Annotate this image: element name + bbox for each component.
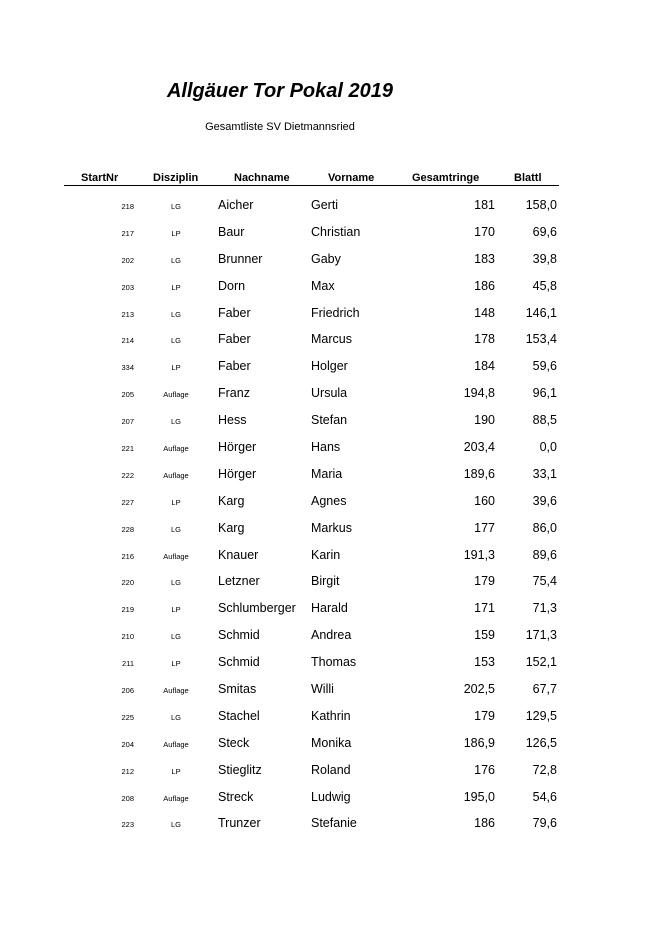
page-subtitle: Gesamtliste SV Dietmannsried xyxy=(205,121,355,133)
cell-startnr: 203 xyxy=(121,282,134,292)
table-row xyxy=(0,353,656,380)
cell-gesamtringe: 178 xyxy=(474,332,495,347)
cell-vorname: Agnes xyxy=(311,493,347,508)
header-gesamtringe: Gesamtringe xyxy=(412,172,480,184)
cell-nachname: Aicher xyxy=(218,198,254,212)
cell-nachname: Streck xyxy=(218,789,254,804)
cell-vorname: Hans xyxy=(311,440,341,455)
table-row xyxy=(0,703,656,730)
table-row xyxy=(0,730,656,757)
table-row xyxy=(0,595,656,622)
cell-vorname: Birgit xyxy=(311,574,340,589)
cell-gesamtringe: 159 xyxy=(474,628,495,643)
table-row xyxy=(0,542,656,569)
cell-nachname: Hess xyxy=(218,413,247,428)
cell-vorname: Markus xyxy=(311,520,352,535)
cell-blattl: 86,0 xyxy=(532,520,557,535)
cell-nachname: Stieglitz xyxy=(218,762,262,777)
cell-blattl: 69,6 xyxy=(532,224,557,239)
cell-startnr: 207 xyxy=(121,417,134,427)
table-row xyxy=(0,434,656,461)
cell-startnr: 218 xyxy=(121,202,134,211)
cell-startnr: 204 xyxy=(121,739,134,749)
cell-blattl: 39,6 xyxy=(532,493,557,508)
cell-startnr: 217 xyxy=(121,228,134,238)
cell-blattl: 129,5 xyxy=(525,708,557,723)
cell-gesamtringe: 195,0 xyxy=(463,789,495,804)
cell-vorname: Stefan xyxy=(311,413,348,428)
cell-startnr: 219 xyxy=(121,605,134,615)
cell-blattl: 67,7 xyxy=(532,682,557,697)
cell-blattl: 59,6 xyxy=(532,359,557,374)
cell-blattl: 171,3 xyxy=(525,628,557,643)
cell-nachname: Faber xyxy=(218,359,251,374)
cell-vorname: Max xyxy=(311,278,335,293)
table-header xyxy=(64,172,559,186)
cell-vorname: Gerti xyxy=(311,198,339,212)
cell-nachname: Karg xyxy=(218,493,245,508)
cell-disziplin: LP xyxy=(171,766,181,776)
cell-nachname: Hörger xyxy=(218,466,257,481)
cell-blattl: 54,6 xyxy=(532,789,557,804)
cell-vorname: Harald xyxy=(311,601,348,616)
cell-startnr: 221 xyxy=(121,444,134,454)
table-row xyxy=(0,622,656,649)
cell-startnr: 213 xyxy=(121,309,134,319)
cell-gesamtringe: 181 xyxy=(474,198,495,212)
cell-vorname: Holger xyxy=(311,359,348,374)
cell-nachname: Faber xyxy=(218,305,251,320)
table-row xyxy=(0,219,656,246)
table-row xyxy=(0,757,656,784)
header-disziplin: Disziplin xyxy=(153,172,199,184)
cell-gesamtringe: 203,4 xyxy=(463,440,495,455)
cell-startnr: 220 xyxy=(121,578,134,588)
cell-nachname: Schmid xyxy=(218,655,260,670)
cell-blattl: 72,8 xyxy=(532,762,557,777)
cell-gesamtringe: 184 xyxy=(474,359,495,374)
cell-vorname: Ursula xyxy=(311,386,348,401)
cell-gesamtringe: 170 xyxy=(474,224,495,239)
header-startnr: StartNr xyxy=(81,172,119,184)
cell-nachname: Knauer xyxy=(218,547,259,562)
cell-blattl: 146,1 xyxy=(525,305,557,320)
cell-blattl: 158,0 xyxy=(525,198,557,212)
cell-disziplin: LP xyxy=(171,497,181,507)
cell-disziplin: Auflage xyxy=(163,390,189,400)
cell-disziplin: Auflage xyxy=(163,739,189,749)
cell-vorname: Monika xyxy=(311,735,352,750)
cell-blattl: 45,8 xyxy=(532,278,557,293)
cell-startnr: 225 xyxy=(121,712,134,722)
table-body xyxy=(0,192,656,837)
cell-nachname: Trunzer xyxy=(218,816,261,831)
table-row xyxy=(0,192,656,219)
cell-nachname: Schlumberger xyxy=(218,601,296,616)
cell-disziplin: LG xyxy=(170,417,181,427)
header-nachname: Nachname xyxy=(234,172,290,184)
cell-gesamtringe: 190 xyxy=(474,413,495,428)
cell-nachname: Letzner xyxy=(218,574,260,589)
cell-gesamtringe: 160 xyxy=(474,493,495,508)
cell-startnr: 228 xyxy=(121,524,134,534)
cell-gesamtringe: 153 xyxy=(474,655,495,670)
cell-gesamtringe: 177 xyxy=(474,520,495,535)
cell-disziplin: LG xyxy=(170,578,181,588)
cell-startnr: 208 xyxy=(121,793,134,803)
cell-disziplin: LG xyxy=(170,632,181,642)
cell-disziplin: LG xyxy=(170,309,181,319)
cell-blattl: 71,3 xyxy=(532,601,557,616)
cell-vorname: Karin xyxy=(311,547,341,562)
cell-disziplin: LG xyxy=(170,336,181,346)
cell-nachname: Smitas xyxy=(218,682,257,697)
cell-gesamtringe: 148 xyxy=(474,305,495,320)
cell-vorname: Marcus xyxy=(311,332,352,347)
cell-gesamtringe: 179 xyxy=(474,708,495,723)
table-row xyxy=(0,784,656,811)
table-row xyxy=(0,515,656,542)
cell-gesamtringe: 194,8 xyxy=(463,386,495,401)
cell-gesamtringe: 191,3 xyxy=(463,547,495,562)
table-row xyxy=(0,407,656,434)
cell-vorname: Christian xyxy=(311,224,361,239)
cell-startnr: 211 xyxy=(122,659,134,669)
cell-gesamtringe: 202,5 xyxy=(463,682,495,697)
table-row xyxy=(0,461,656,488)
cell-gesamtringe: 179 xyxy=(474,574,495,589)
cell-disziplin: LP xyxy=(171,363,181,373)
cell-blattl: 33,1 xyxy=(532,466,557,481)
cell-vorname: Andrea xyxy=(311,628,352,643)
cell-nachname: Baur xyxy=(218,224,245,239)
cell-startnr: 334 xyxy=(121,363,134,373)
table-row xyxy=(0,488,656,515)
cell-startnr: 210 xyxy=(121,632,134,642)
cell-disziplin: Auflage xyxy=(163,793,189,803)
cell-nachname: Karg xyxy=(218,520,245,535)
cell-blattl: 39,8 xyxy=(532,251,557,266)
cell-vorname: Thomas xyxy=(311,655,357,670)
cell-nachname: Stachel xyxy=(218,708,260,723)
cell-vorname: Willi xyxy=(311,682,334,697)
cell-gesamtringe: 186 xyxy=(474,816,495,831)
cell-blattl: 153,4 xyxy=(525,332,557,347)
cell-vorname: Maria xyxy=(311,466,343,481)
cell-disziplin: LP xyxy=(171,282,181,292)
cell-nachname: Dorn xyxy=(218,278,246,293)
header-vorname: Vorname xyxy=(328,172,375,184)
cell-disziplin: Auflage xyxy=(163,686,189,696)
table-row xyxy=(0,300,656,327)
cell-startnr: 202 xyxy=(121,255,134,265)
cell-disziplin: LG xyxy=(170,255,181,265)
cell-gesamtringe: 186 xyxy=(474,278,495,293)
cell-gesamtringe: 186,9 xyxy=(463,735,495,750)
cell-startnr: 212 xyxy=(121,766,134,776)
cell-blattl: 96,1 xyxy=(532,386,557,401)
header-blattl: Blattl xyxy=(514,172,542,184)
table-row xyxy=(0,246,656,273)
cell-blattl: 89,6 xyxy=(532,547,557,562)
table-row xyxy=(0,273,656,300)
cell-gesamtringe: 176 xyxy=(474,762,495,777)
cell-disziplin: LP xyxy=(171,659,181,669)
table-row xyxy=(0,810,656,837)
cell-disziplin: LP xyxy=(171,228,181,238)
cell-blattl: 88,5 xyxy=(532,413,557,428)
cell-disziplin: LP xyxy=(171,605,181,615)
cell-vorname: Friedrich xyxy=(311,305,360,320)
cell-vorname: Stefanie xyxy=(311,816,357,831)
cell-nachname: Schmid xyxy=(218,628,260,643)
cell-startnr: 206 xyxy=(121,686,134,696)
table-row xyxy=(0,326,656,353)
cell-disziplin: Auflage xyxy=(163,444,189,454)
cell-startnr: 216 xyxy=(121,551,134,561)
cell-nachname: Faber xyxy=(218,332,251,347)
cell-nachname: Hörger xyxy=(218,440,257,455)
cell-startnr: 214 xyxy=(121,336,134,346)
cell-vorname: Gaby xyxy=(311,251,341,266)
cell-gesamtringe: 189,6 xyxy=(463,466,495,481)
cell-startnr: 223 xyxy=(121,820,134,830)
table-row xyxy=(0,568,656,595)
cell-disziplin: LG xyxy=(170,202,181,211)
cell-startnr: 222 xyxy=(121,470,134,480)
cell-disziplin: LG xyxy=(170,524,181,534)
cell-nachname: Steck xyxy=(218,735,250,750)
cell-disziplin: Auflage xyxy=(163,551,189,561)
cell-blattl: 152,1 xyxy=(525,655,557,670)
table-row xyxy=(0,649,656,676)
cell-blattl: 126,5 xyxy=(525,735,557,750)
cell-vorname: Kathrin xyxy=(311,708,351,723)
cell-gesamtringe: 183 xyxy=(474,251,495,266)
cell-blattl: 79,6 xyxy=(532,816,557,831)
cell-startnr: 205 xyxy=(121,390,134,400)
table-row xyxy=(0,676,656,703)
cell-nachname: Brunner xyxy=(218,251,263,266)
cell-disziplin: Auflage xyxy=(163,470,189,480)
cell-gesamtringe: 171 xyxy=(474,601,495,616)
cell-startnr: 227 xyxy=(121,497,134,507)
page-title: Allgäuer Tor Pokal 2019 xyxy=(166,80,393,102)
cell-blattl: 0,0 xyxy=(539,440,557,455)
table-row xyxy=(0,380,656,407)
cell-blattl: 75,4 xyxy=(532,574,557,589)
cell-disziplin: LG xyxy=(170,712,181,722)
cell-disziplin: LG xyxy=(170,820,181,830)
cell-vorname: Ludwig xyxy=(311,789,351,804)
cell-vorname: Roland xyxy=(311,762,351,777)
cell-nachname: Franz xyxy=(218,386,250,401)
